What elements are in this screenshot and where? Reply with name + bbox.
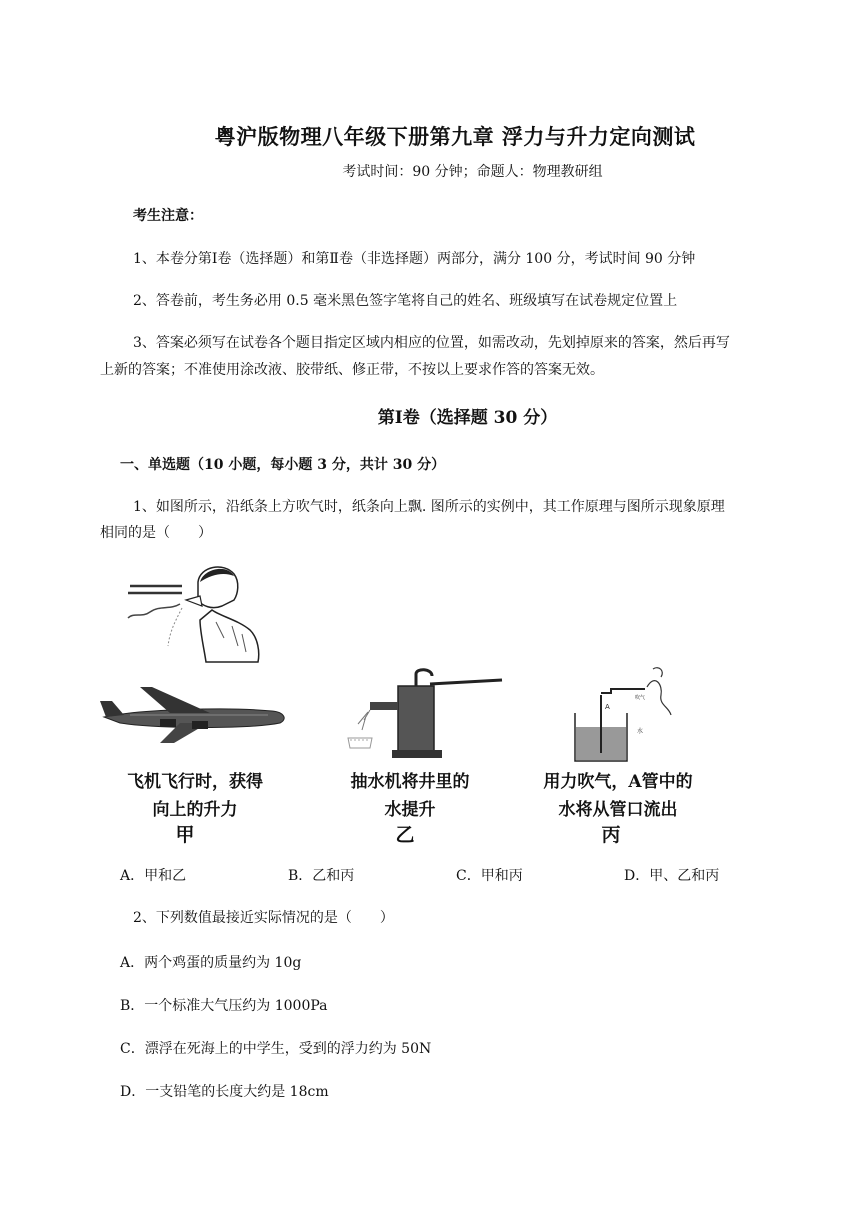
notice-item-1: 1、本卷分第Ⅰ卷（选择题）和第Ⅱ卷（非选择题）两部分，满分 100 分，考试时间 90 分钟 [133,251,696,267]
figure-jia-caption-line2: 向上的升力 [152,800,238,820]
page-title: 粤沪版物理八年级下册第九章 浮力与升力定向测试 [214,124,696,149]
figure-jia-mark: 甲 [175,824,195,846]
figure-bing-caption [528,768,708,824]
q1-option-b[interactable]: B．乙和丙 [288,868,355,884]
notice-heading: 考生注意： [133,208,203,224]
q1-option-c[interactable]: C．甲和丙 [456,868,523,884]
q1-stem-cont: 相同的是（ ） [100,525,212,541]
q2-stem: 2、下列数值最接近实际情况的是（ ） [133,910,394,926]
q2-option-a[interactable]: A．两个鸡蛋的质量约为 10g [120,955,302,971]
notice-item-2: 2、答卷前，考生务必用 0.5 毫米黑色签字笔将自己的姓名、班级填写在试卷规定位置上 [133,293,678,309]
section-title: 第Ⅰ卷（选择题 30 分） [377,408,558,428]
pipe-a-label: A [605,703,610,711]
water-label: 水 [637,728,644,735]
exam-info: 考试时间：90 分钟；命题人：物理教研组 [342,164,603,180]
figure-yi-caption-line2: 水提升 [384,800,436,820]
figure-bing-caption-line1: 用力吹气，A管中的 [543,772,693,792]
q1-option-a[interactable]: A．甲和乙 [120,868,187,884]
part-title: 一、单选题（10 小题，每小题 3 分，共计 30 分） [120,457,446,473]
q1-option-d[interactable]: D．甲、乙和丙 [624,868,720,884]
water-pump-illustration [340,668,510,760]
figure-bing-mark: 丙 [601,824,621,846]
blow-label: 吹气 [635,695,646,701]
figure-jia-caption [110,768,280,824]
notice-item-3-cont: 上新的答案；不准使用涂改液、胶带纸、修正带，不按以上要求作答的答案无效。 [100,362,604,378]
beaker-illustration [565,665,685,765]
figure-yi-caption-line1: 抽水机将井里的 [350,772,470,792]
figure-yi-mark: 乙 [395,824,415,846]
figure-bing-caption-line2: 水将从管口流出 [558,800,678,820]
figure-jia-caption-line1: 飞机飞行时，获得 [127,772,263,792]
airplane-illustration [100,683,290,745]
figure-yi-caption [330,768,490,824]
blowing-boy-illustration [120,560,265,665]
q2-option-c[interactable]: C．漂浮在死海上的中学生，受到的浮力约为 50N [120,1041,432,1057]
q1-stem: 1、如图所示，沿纸条上方吹气时，纸条向上飘. 图所示的实例中，其工作原理与图所示现象原理 [133,499,725,515]
notice-item-3: 3、答案必须写在试卷各个题目指定区域内相应的位置，如需改动，先划掉原来的答案，然后再写 [133,335,730,351]
q2-option-b[interactable]: B．一个标准大气压约为 1000Pa [120,998,328,1014]
q2-option-d[interactable]: D．一支铅笔的长度大约是 18cm [120,1084,329,1100]
